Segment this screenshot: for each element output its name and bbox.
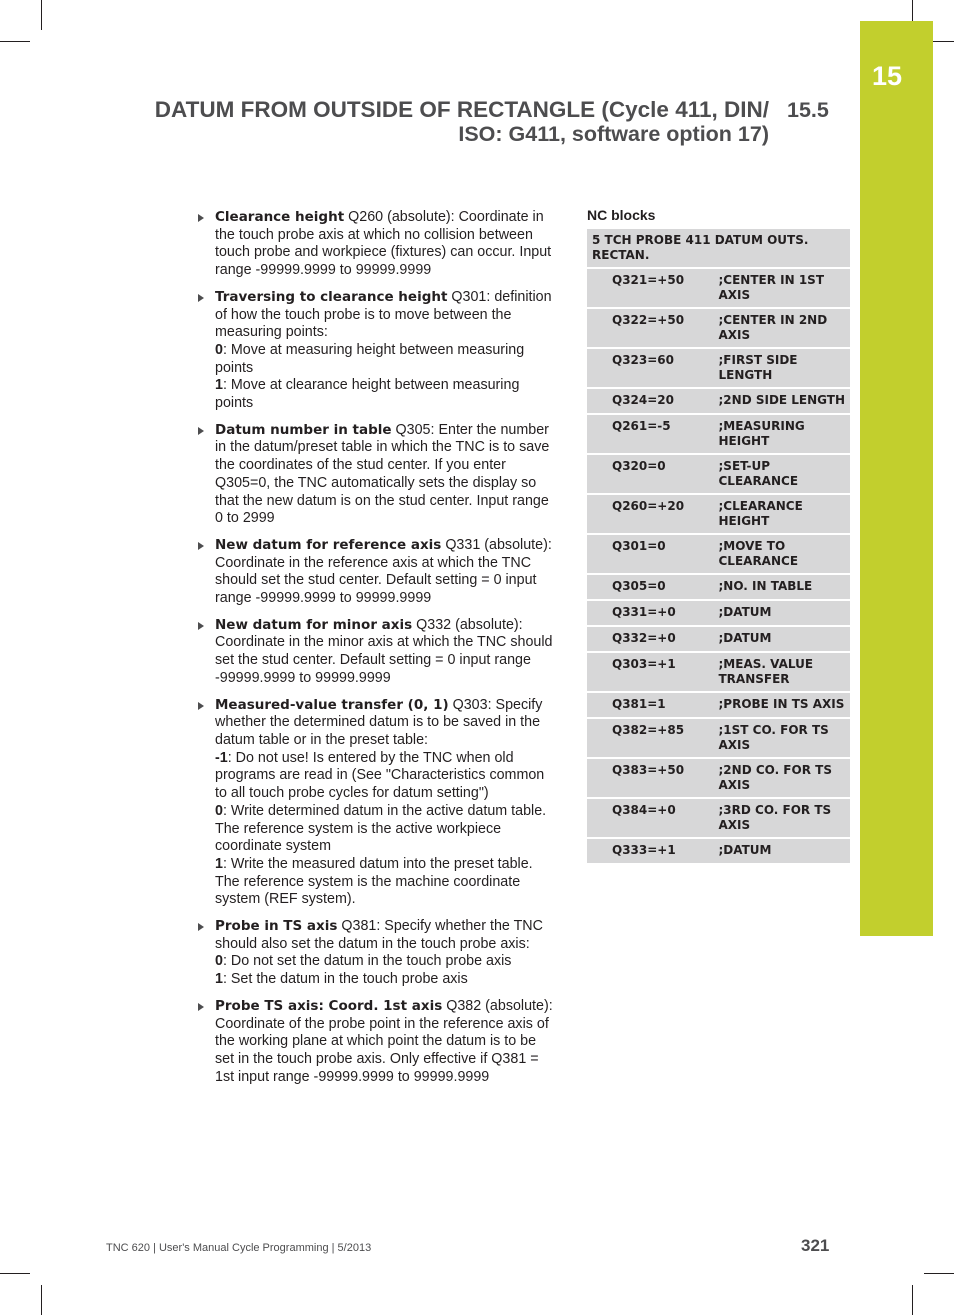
nc-row: [587, 652, 850, 692]
parameter-option: [215, 953, 558, 971]
nc-code: Q320=0: [587, 454, 719, 494]
nc-row: [587, 308, 850, 348]
option-key: -1: [215, 749, 228, 766]
parameter-item: [196, 998, 558, 1087]
parameter-description: [215, 998, 558, 1087]
nc-comment: ;CLEARANCE HEIGHT: [719, 494, 851, 534]
nc-row: [587, 574, 850, 600]
option-key: 1: [215, 377, 223, 394]
bullet-arrow-icon: [198, 214, 204, 222]
nc-row: [587, 718, 850, 758]
bullet-arrow-icon: [198, 702, 204, 710]
option-text: : Do not use! Is entered by the TNC when old programs are read in (See "Characteristics common to all touch probe cycles for datum setting"): [215, 749, 545, 802]
nc-comment: ;MEAS. VALUE TRANSFER: [719, 652, 851, 692]
bullet-arrow-icon: [198, 1003, 204, 1011]
option-text: : Write the measured datum into the preset table. The reference system is the machine coordinate system (REF system).: [215, 855, 533, 908]
bullet-arrow-icon: [198, 622, 204, 630]
nc-code: Q260=+20: [587, 494, 719, 534]
parameter-text: Q301: definition of how the touch probe is to move between the measuring points:: [215, 288, 552, 341]
bullet-arrow-icon: [198, 427, 204, 435]
nc-header-row: [587, 229, 850, 268]
nc-comment: ;2ND SIDE LENGTH: [719, 388, 851, 414]
parameter-item: [196, 617, 558, 688]
parameter-term: Traversing to clearance height: [215, 288, 448, 305]
nc-row: [587, 626, 850, 652]
crop-mark: [41, 1285, 42, 1315]
nc-comment: ;CENTER IN 1ST AXIS: [719, 268, 851, 308]
nc-code: Q261=-5: [587, 414, 719, 454]
nc-row: [587, 454, 850, 494]
parameter-text: Q303: Specify whether the determined datum is to be saved in the datum table or in the preset table:: [215, 696, 543, 748]
nc-code: Q323=60: [587, 348, 719, 388]
nc-blocks-table: [587, 229, 850, 865]
parameter-term: New datum for reference axis: [215, 536, 442, 553]
option-text: : Do not set the datum in the touch probe axis: [222, 953, 512, 970]
nc-code: Q331=+0: [587, 600, 719, 626]
bullet-arrow-icon: [198, 923, 204, 931]
parameter-text: Q381: Specify whether the TNC should also set the datum in the touch probe axis:: [215, 918, 543, 952]
crop-mark: [0, 1273, 30, 1274]
option-key: 1: [215, 855, 223, 872]
nc-code: Q382=+85: [587, 718, 719, 758]
option-key: 0: [215, 341, 223, 358]
nc-code: Q333=+1: [587, 838, 719, 864]
page-title-line-2: ISO: G411, software option 17): [458, 122, 769, 146]
crop-mark: [0, 41, 30, 42]
parameter-text: Q382 (absolute): Coordinate of the probe point in the reference axis of the working plane at which point the datum is to be set in the touch probe axis. Only effective if Q381 = 1st input range -99999.9999 to 99999.9999: [215, 997, 553, 1085]
page-number: 321: [801, 1236, 830, 1255]
nc-row: [587, 692, 850, 718]
parameter-text: Q331 (absolute): Coordinate in the reference axis at which the TNC should set the stud center. Default setting = 0 input range -99999.9999 to 99999.9999: [215, 536, 552, 607]
parameter-term: Measured-value transfer (0, 1): [215, 696, 449, 713]
nc-comment: ;MEASURING HEIGHT: [719, 414, 851, 454]
nc-row: [587, 348, 850, 388]
nc-row: [587, 838, 850, 864]
parameter-option: [215, 803, 558, 856]
nc-comment: ;DATUM: [719, 600, 851, 626]
parameter-term: Probe in TS axis: [215, 918, 338, 935]
bullet-arrow-icon: [198, 294, 204, 302]
parameter-text: Q260 (absolute): Coordinate in the touch probe axis at which no collision between touch probe and workpiece (fixtures) can occur. Input range -99999.9999 to 99999.9999: [215, 209, 552, 279]
parameter-option: [215, 856, 558, 909]
nc-code: Q322=+50: [587, 308, 719, 348]
option-key: 0: [215, 802, 223, 819]
nc-comment: ;MOVE TO CLEARANCE: [719, 534, 851, 574]
nc-comment: ;CENTER IN 2ND AXIS: [719, 308, 851, 348]
nc-row: [587, 494, 850, 534]
parameter-term: Probe TS axis: Coord. 1st axis: [215, 997, 443, 1014]
parameter-list: [196, 209, 558, 1095]
nc-code: Q305=0: [587, 574, 719, 600]
parameter-description: [215, 617, 558, 688]
nc-comment: ;1ST CO. FOR TS AXIS: [719, 718, 851, 758]
parameter-description: [215, 537, 558, 608]
parameter-option: [215, 971, 558, 989]
nc-comment: ;3RD CO. FOR TS AXIS: [719, 798, 851, 838]
nc-row: [587, 600, 850, 626]
footer-text: TNC 620 | User's Manual Cycle Programming | 5/2013: [106, 1242, 372, 1254]
nc-code: Q303=+1: [587, 652, 719, 692]
nc-row: [587, 414, 850, 454]
option-key: 1: [215, 971, 223, 988]
parameter-description: [215, 209, 558, 280]
crop-mark: [912, 1285, 913, 1315]
parameter-term: Datum number in table: [215, 421, 392, 438]
nc-row: [587, 798, 850, 838]
parameter-text: Q332 (absolute): Coordinate in the minor axis at which the TNC should set the stud center. Default setting = 0 input range -99999.9999 to 99999.9999: [215, 616, 553, 686]
parameter-item: [196, 422, 558, 528]
nc-code: Q381=1: [587, 692, 719, 718]
section-number: 15.5: [787, 98, 829, 122]
option-text: : Move at measuring height between measuring points: [215, 341, 525, 376]
page-title: [155, 98, 769, 146]
nc-code: Q324=20: [587, 388, 719, 414]
parameter-description: [215, 289, 558, 342]
parameter-description: [215, 422, 558, 528]
parameter-term: Clearance height: [215, 209, 345, 225]
nc-comment: ;DATUM: [719, 626, 851, 652]
nc-code: Q383=+50: [587, 758, 719, 798]
nc-code: Q384=+0: [587, 798, 719, 838]
parameter-option: [215, 342, 558, 377]
parameter-option: [215, 750, 558, 803]
parameter-item: [196, 289, 558, 413]
parameter-option: [215, 377, 558, 412]
nc-comment: ;PROBE IN TS AXIS: [719, 692, 851, 718]
nc-row: [587, 534, 850, 574]
crop-mark: [924, 1273, 954, 1274]
option-key: 0: [215, 953, 223, 970]
option-text: : Write determined datum in the active datum table. The reference system is the active workpiece coordinate system: [215, 802, 547, 855]
nc-comment: ;SET-UP CLEARANCE: [719, 454, 851, 494]
nc-code: Q301=0: [587, 534, 719, 574]
parameter-description: [215, 918, 558, 953]
parameter-item: [196, 697, 558, 909]
nc-comment: ;FIRST SIDE LENGTH: [719, 348, 851, 388]
parameter-item: [196, 537, 558, 608]
bullet-arrow-icon: [198, 542, 204, 550]
nc-block-header: 5 TCH PROBE 411 DATUM OUTS. RECTAN.: [587, 229, 850, 268]
parameter-description: [215, 697, 558, 750]
nc-blocks-heading: NC blocks: [587, 207, 656, 223]
nc-comment: ;2ND CO. FOR TS AXIS: [719, 758, 851, 798]
nc-code: Q321=+50: [587, 268, 719, 308]
parameter-term: New datum for minor axis: [215, 616, 413, 633]
chapter-tab: [860, 21, 933, 936]
chapter-number: 15: [872, 61, 903, 91]
parameter-item: [196, 209, 558, 280]
option-text: : Set the datum in the touch probe axis: [222, 971, 468, 988]
page-title-line-1: DATUM FROM OUTSIDE OF RECTANGLE (Cycle 411, DIN/: [154, 97, 769, 122]
nc-code: Q332=+0: [587, 626, 719, 652]
crop-mark: [41, 0, 42, 30]
option-text: : Move at clearance height between measuring points: [215, 377, 520, 412]
nc-comment: ;NO. IN TABLE: [719, 574, 851, 600]
nc-row: [587, 388, 850, 414]
nc-comment: ;DATUM: [719, 838, 851, 864]
parameter-item: [196, 918, 558, 989]
parameter-text: Q305: Enter the number in the datum/preset table in which the TNC is to save the coordinates of the stud center. If you enter Q305=0, the TNC automatically sets the display so that the new datum is on the stud center. Input range 0 to 2999: [215, 421, 550, 527]
nc-row: [587, 758, 850, 798]
nc-row: [587, 268, 850, 308]
